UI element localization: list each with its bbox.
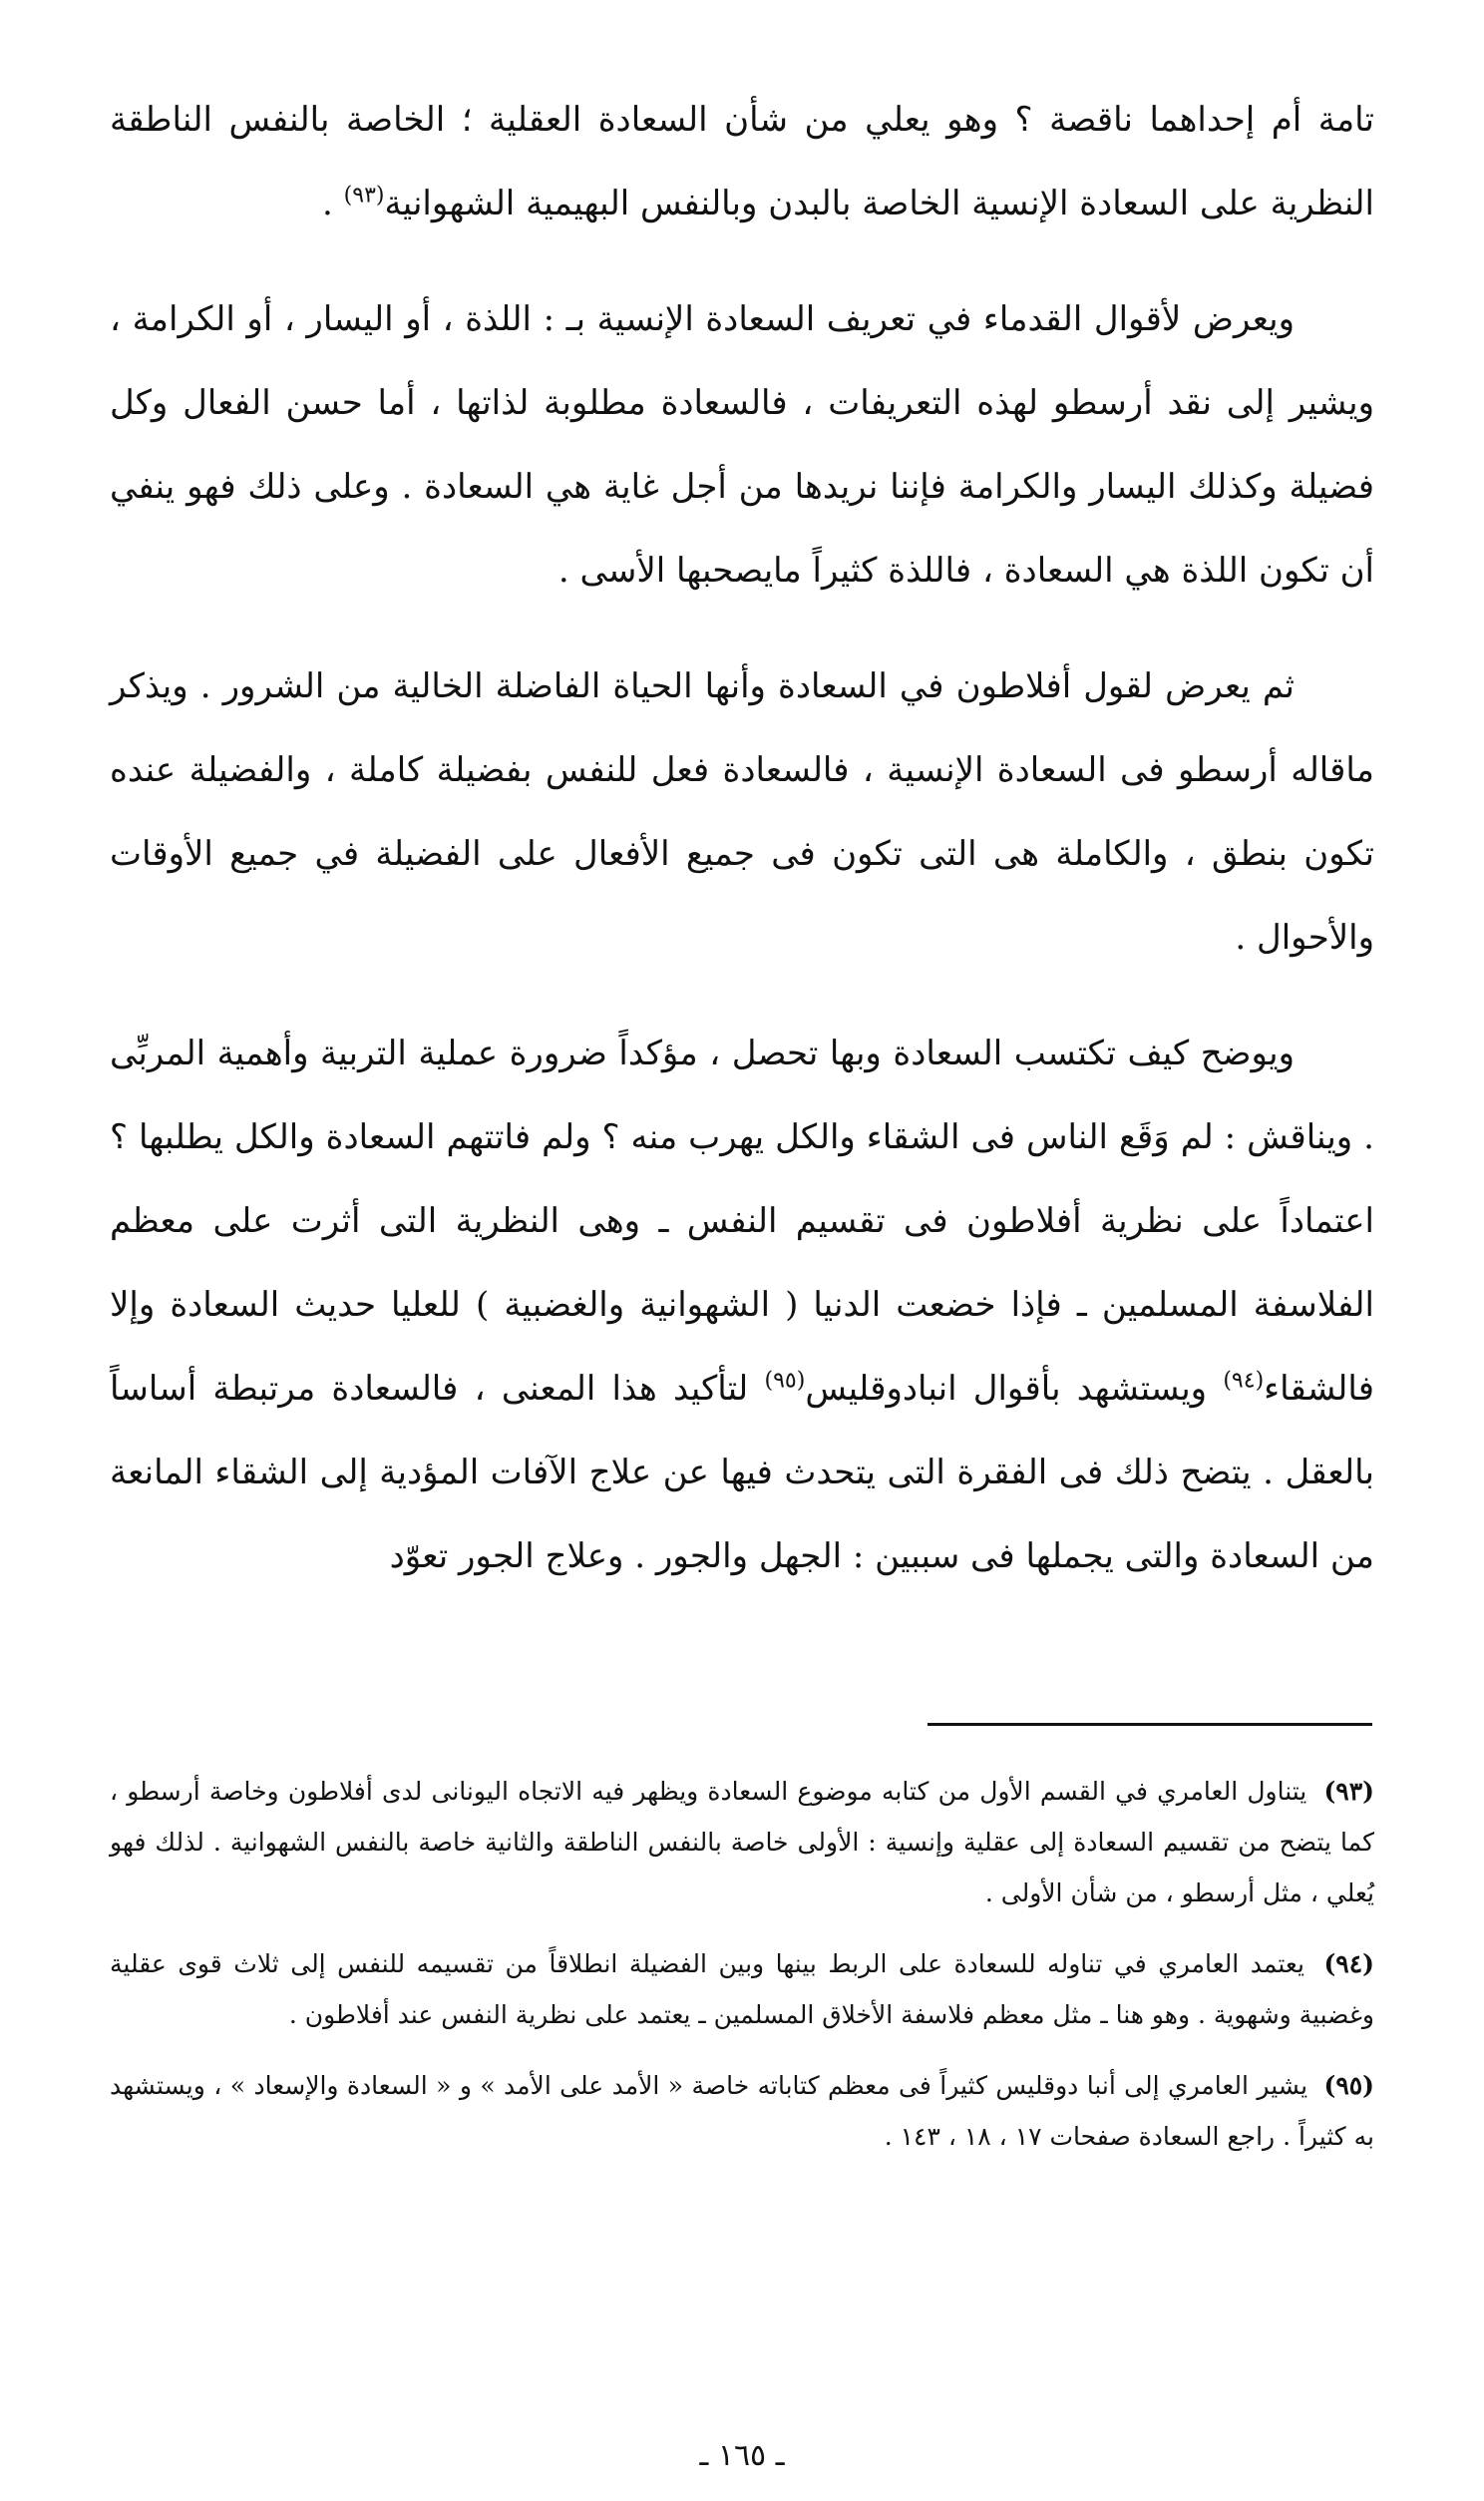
paragraph-1	[110, 78, 1374, 245]
footnote-93	[110, 1766, 1374, 1918]
footnote-number: (٩٥)	[1323, 2071, 1375, 2100]
paragraph-2-text: ويعرض لأقوال القدماء في تعريف السعادة الإنسية بـ : اللذة ، أو اليسار ، أو الكرامة ، ويشير إلى نقد أرسطو لهذه التعريفات ، فالسعادة مطلوبة لذاتها ، أما حسن الفعال وكل فضيلة وكذلك اليسار والكرامة فإننا نريدها من أجل غاية هي السعادة . وعلى ذلك فهو ينفي أن تكون اللذة هي السعادة ، فاللذة كثيراً مايصحبها الأسى .	[110, 299, 1374, 591]
paragraph-4-text-b: ويستشهد بأقوال انبادوقليس	[805, 1369, 1208, 1409]
footnote-text: يشير العامري إلى أنبا دوقليس كثيراً فى معظم كتاباته خاصة « الأمد على الأمد » و « السعادة والإسعاد » ، ويستشهد به كثيراً . راجع السعادة صفحات ١٧ ، ١٨ ، ١٤٣ .	[110, 2071, 1374, 2151]
paragraph-4	[110, 1012, 1374, 1598]
paragraph-3-text: ثم يعرض لقول أفلاطون في السعادة وأنها الحياة الفاضلة الخالية من الشرور . ويذكر ماقاله أرسطو فى السعادة الإنسية ، فالسعادة فعل للنفس بفضيلة كاملة ، والفضيلة عنده تكون بنطق ، والكاملة هى التى تكون فى جميع الأفعال على الفضيلة في جميع الأوقات والأحوال .	[110, 666, 1374, 958]
footnote-number: (٩٣)	[1323, 1777, 1374, 1806]
footnote-ref-94: (٩٤)	[1223, 1368, 1265, 1394]
footnote-number: (٩٤)	[1323, 1949, 1374, 1978]
paragraph-4-text-c: لتأكيد هذا المعنى ، فالسعادة مرتبطة أساساً بالعقل . يتضح ذلك فى الفقرة التى يتحدث فيها عن علاج الآفات المؤدية إلى الشقاء المانعة من السعادة والتى يجملها فى سببين : الجهل والجور . وعلاج الجور تعوّد	[110, 1369, 1374, 1576]
footnote-ref-93: (٩٣)	[343, 183, 385, 208]
paragraph-3	[110, 644, 1374, 980]
footnote-separator	[928, 1723, 1372, 1726]
footnote-94	[110, 1938, 1374, 2040]
footnote-95	[110, 2060, 1374, 2162]
paragraph-2	[110, 277, 1374, 613]
footnote-text: يعتمد العامري في تناوله للسعادة على الربط بينها وبين الفضيلة انطلاقاً من تقسيمه للنفس إلى ثلاث قوى عقلية وغضبية وشهوية . وهو هنا ـ مثل معظم فلاسفة الأخلاق المسلمين ـ يعتمد على نظرية النفس عند أفلاطون .	[110, 1949, 1374, 2029]
footnote-text: يتناول العامري في القسم الأول من كتابه موضوع السعادة ويظهر فيه الاتجاه اليونانى لدى أفلاطون وخاصة أرسطو ، كما يتضح من تقسيم السعادة إلى عقلية وإنسية : الأولى خاصة بالنفس الناطقة والثانية خاصة بالنفس الشهوانية . لذلك فهو يُعلي ، مثل أرسطو ، من شأن الأولى .	[110, 1777, 1374, 1907]
paragraph-1-end: .	[322, 184, 333, 223]
page-number: ـ ١٦٥ ـ	[699, 2438, 785, 2473]
footnote-ref-95: (٩٥)	[764, 1368, 806, 1394]
paragraph-1-text: تامة أم إحداهما ناقصة ؟ وهو يعلي من شأن السعادة العقلية ؛ الخاصة بالنفس الناطقة النظرية على السعادة الإنسية الخاصة بالبدن وبالنفس البهيمية الشهوانية	[110, 100, 1374, 223]
paragraph-4-text-a: ويوضح كيف تكتسب السعادة وبها تحصل ، مؤكداً ضرورة عملية التربية وأهمية المربِّى . ويناقش : لم وَقَع الناس فى الشقاء والكل يهرب منه ؟ ولم فاتتهم السعادة والكل يطلبها ؟ اعتماداً على نظرية أفلاطون فى تقسيم النفس ـ وهى النظرية التى أثرت على معظم الفلاسفة المسلمين ـ فإذا خضعت الدنيا ( الشهوانية والغضبية ) للعليا حديث السعادة وإلا فالشقاء	[110, 1034, 1375, 1409]
main-text	[110, 78, 1374, 1630]
footnotes	[110, 1766, 1374, 2182]
